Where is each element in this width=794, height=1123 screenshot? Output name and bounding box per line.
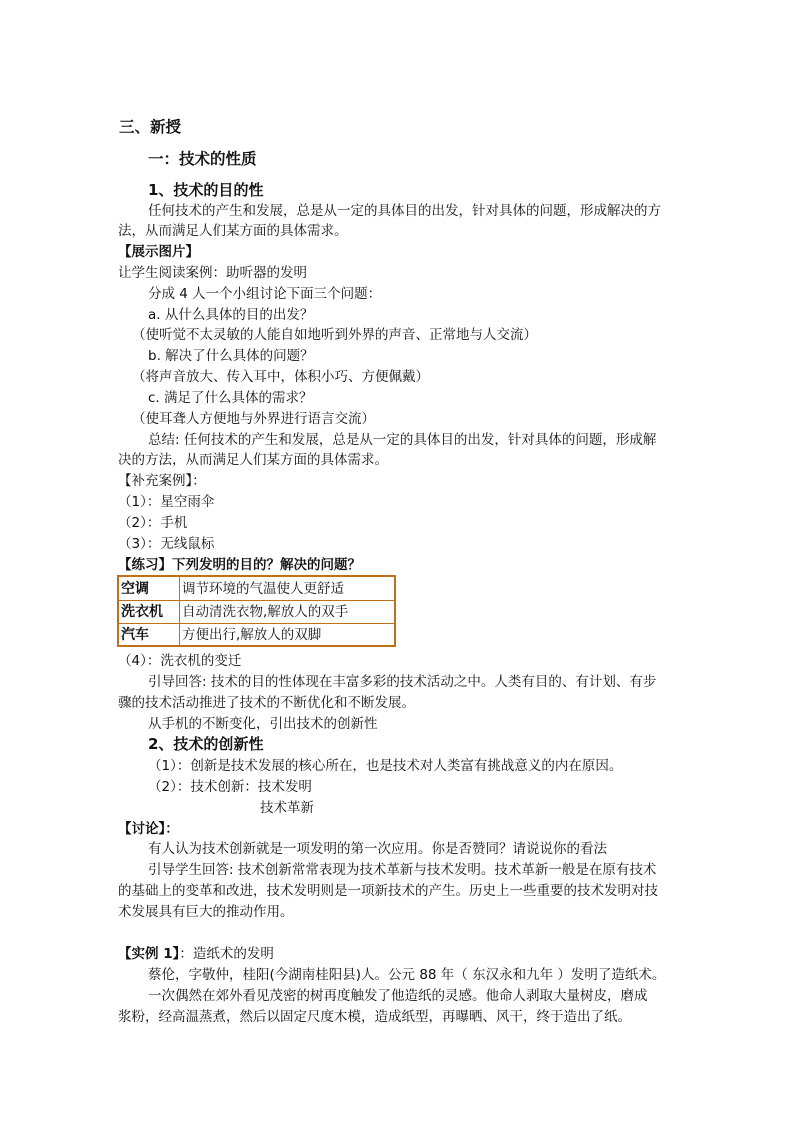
table-cell-invention: 洗衣机 <box>121 604 163 620</box>
show-picture-label: 【展示图片】 <box>118 244 199 260</box>
supplement-item-1: （1）：星空雨伞 <box>118 494 215 510</box>
intro-line-1: 任何技术的产生和发展，总是从一定的具体目的出发，针对具体的问题，形成解决的方 <box>148 203 661 219</box>
exercise-title: 【练习】下列发明的目的？解决的问题？ <box>118 557 361 573</box>
supplement-title: 【补充案例】： <box>118 473 206 489</box>
example1-heading <box>118 944 274 964</box>
summary-line-1: 总结: 任何技术的产生和发展，总是从一定的具体目的出发，针对具体的问题，形成解 <box>148 432 657 448</box>
guide2-line-2: 的基础上的变革和改进，技术发明则是一项新技术的产生。历史上一些重要的技术发明对技 <box>118 883 658 899</box>
table-cell-purpose: 方便出行,解放人的双脚 <box>182 627 322 643</box>
exercise-table <box>117 575 396 647</box>
table-cell-invention: 汽车 <box>121 627 149 643</box>
supplement-item-3: （3）：无线鼠标 <box>118 536 215 552</box>
discussion-question: 有人认为技术创新就是一项发明的第一次应用。你是否赞同？请说说你的看法 <box>148 841 607 857</box>
answer-b: （将声音放大、传入耳中，体积小巧、方便佩戴） <box>132 369 429 385</box>
table-cell-invention: 空调 <box>121 581 149 597</box>
case-reading: 让学生阅读案例：助听器的发明 <box>118 265 307 281</box>
example1-subtitle: ：造纸术的发明 <box>179 946 274 962</box>
answer-c: （使耳聋人方便地与外界进行语言交流） <box>132 411 375 427</box>
table-cell-purpose: 调节环境的气温使人更舒适 <box>182 581 344 597</box>
example1-title: 【实例 1】 <box>118 946 180 962</box>
innovation-point-2b: 技术革新 <box>260 800 314 816</box>
item2-title: 2、技术的创新性 <box>148 735 264 753</box>
example1-line-3: 浆粉，经高温蒸煮，然后以固定尺度木模，造成纸型，再曝晒、风干，终于造出了纸。 <box>118 1009 631 1025</box>
section-title: 三、新授 <box>119 118 182 136</box>
item1-title: 1、技术的目的性 <box>148 181 264 199</box>
supplement-item-4: （4）：洗衣机的变迁 <box>118 653 242 669</box>
question-a: a. 从什么具体的目的出发？ <box>148 307 314 323</box>
subsection-title: 一：技术的性质 <box>148 150 257 168</box>
answer-a: （使听觉不太灵敏的人能自如地听到外界的声音、正常地与人交流） <box>132 327 537 343</box>
phone-line: 从手机的不断变化，引出技术的创新性 <box>148 716 378 732</box>
discussion-title: 【讨论】： <box>118 821 179 837</box>
question-c: c. 满足了什么具体的需求？ <box>148 390 313 406</box>
supplement-item-2: （2）：手机 <box>118 515 188 531</box>
intro-line-2: 法，从而满足人们某方面的具体需求。 <box>118 223 348 239</box>
innovation-point-2: （2）：技术创新：技术发明 <box>148 779 312 795</box>
group-discussion: 分成 4 人一个小组讨论下面三个问题： <box>148 286 382 302</box>
question-b: b. 解决了什么具体的问题？ <box>148 348 314 364</box>
table-cell-purpose: 自动清洗衣物,解放人的双手 <box>182 604 349 620</box>
summary-line-2: 决的方法，从而满足人们某方面的具体需求。 <box>118 452 388 468</box>
guide2-line-3: 术发展具有巨大的推动作用。 <box>118 904 294 920</box>
table-row <box>119 577 394 601</box>
guide1-line-1: 引导回答: 技术的目的性体现在丰富多彩的技术活动之中。人类有目的、有计划、有步 <box>148 674 657 690</box>
table-row <box>119 623 394 646</box>
table-row <box>119 600 394 624</box>
example1-line-1: 蔡伦，字敬仲，桂阳(今湖南桂阳县)人。公元 88 年（ 东汉永和九年 ）发明了造纸术。 <box>148 967 666 983</box>
guide2-line-1: 引导学生回答: 技术创新常常表现为技术革新与技术发明。技术革新一般是在原有技术 <box>148 862 657 878</box>
guide1-line-2: 骤的技术活动推进了技术的不断优化和不断发展。 <box>118 695 415 711</box>
example1-line-2: 一次偶然在郊外看见茂密的树再度触发了他造纸的灵感。他命人剥取大量树皮，磨成 <box>148 988 648 1004</box>
innovation-point-1: （1）：创新是技术发展的核心所在，也是技术对人类富有挑战意义的内在原因。 <box>148 758 623 774</box>
